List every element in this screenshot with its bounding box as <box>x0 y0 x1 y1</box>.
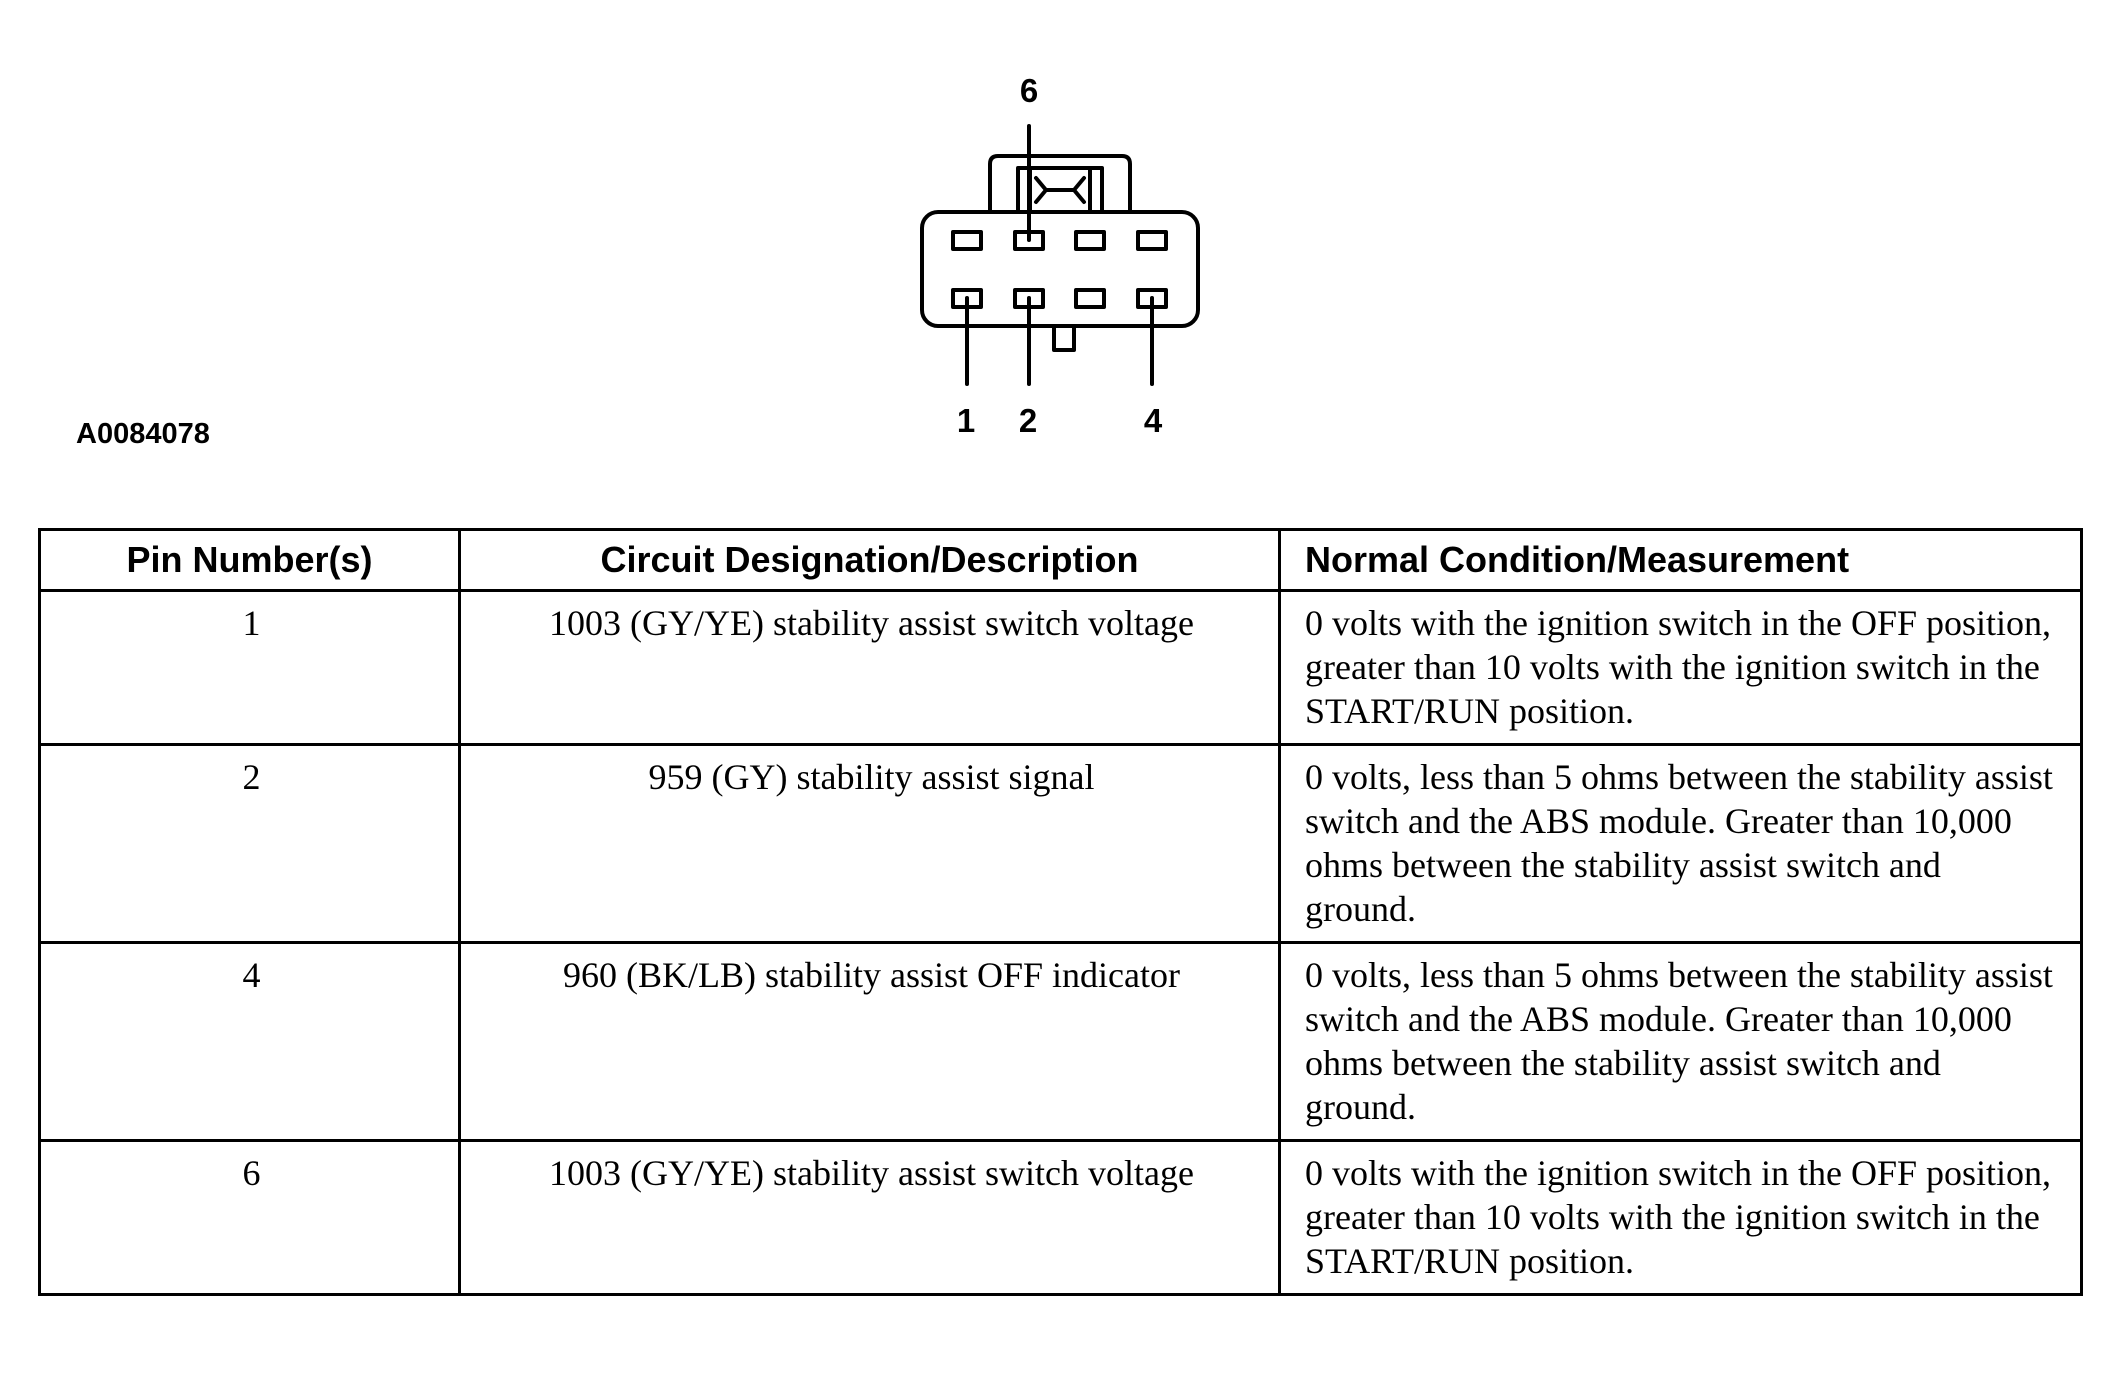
cell-condition: 0 volts with the ignition switch in the OFF position, greater than 10 volts with the ignition switch in the START/RUN position. <box>1280 591 2082 745</box>
cell-circuit: 960 (BK/LB) stability assist OFF indicator <box>460 943 1280 1141</box>
table-row <box>40 745 2082 943</box>
table-row <box>40 591 2082 745</box>
table-row <box>40 1141 2082 1295</box>
table-header-row <box>40 530 2082 591</box>
callout-1: 1 <box>956 402 976 439</box>
pin-table <box>38 528 2083 1296</box>
callout-4: 4 <box>1143 402 1163 439</box>
table-row <box>40 943 2082 1141</box>
connector-diagram <box>0 0 2118 520</box>
cell-pin: 1 <box>40 591 460 745</box>
header-pin-numbers: Pin Number(s) <box>40 530 460 591</box>
cell-circuit: 959 (GY) stability assist signal <box>460 745 1280 943</box>
cell-condition: 0 volts with the ignition switch in the OFF position, greater than 10 volts with the ignition switch in the START/RUN position. <box>1280 1141 2082 1295</box>
cell-condition: 0 volts, less than 5 ohms between the stability assist switch and the ABS module. Greater than 10,000 ohms between the stability assist switch and ground. <box>1280 745 2082 943</box>
connector-lock-tab <box>990 156 1130 212</box>
header-circuit: Circuit Designation/Description <box>460 530 1280 591</box>
cell-pin: 6 <box>40 1141 460 1295</box>
figure-id: A0084078 <box>76 418 210 450</box>
cell-circuit: 1003 (GY/YE) stability assist switch voltage <box>460 591 1280 745</box>
header-condition: Normal Condition/Measurement <box>1280 530 2082 591</box>
callout-2: 2 <box>1018 402 1038 439</box>
cell-condition: 0 volts, less than 5 ohms between the stability assist switch and the ABS module. Greater than 10,000 ohms between the stability assist switch and ground. <box>1280 943 2082 1141</box>
cell-pin: 2 <box>40 745 460 943</box>
cell-pin: 4 <box>40 943 460 1141</box>
connector-key <box>1054 326 1074 350</box>
cell-circuit: 1003 (GY/YE) stability assist switch voltage <box>460 1141 1280 1295</box>
callout-6: 6 <box>1019 72 1039 109</box>
